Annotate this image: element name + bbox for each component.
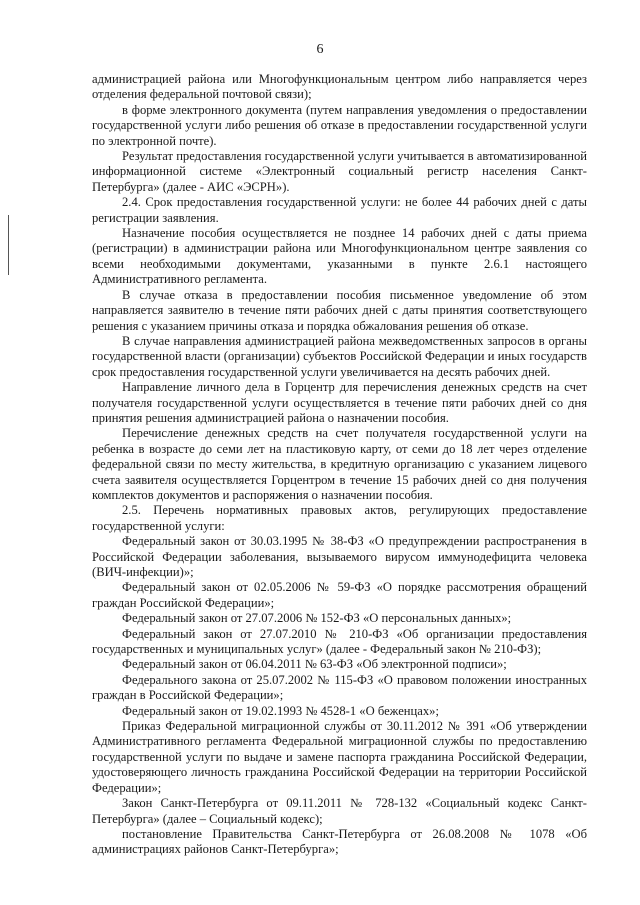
legal-act-item: Приказ Федеральной миграционной службы от 30.11.2012 № 391 «Об утверждении Административного регламента Федеральной миграционной службы по предоставлению государственной услуги по выдаче и замене паспорта гражданина Российской Федерации, удостоверяющего личность гражданина Российской Федерации на территории Российской Федерации»; [92, 719, 587, 795]
paragraph: Перечисление денежных средств на счет получателя государственной услуги на ребенка в возрасте до семи лет на пластиковую карту, от семи до 18 лет через отделение федеральной связи по месту жительства, в кредитную организацию с указанием лицевого счета заявителя осуществляется Горцентром в течение 15 рабочих дней со дня получения комплектов документов и распоряжения о назначении пособия. [92, 426, 587, 502]
paragraph: Результат предоставления государственной услуги учитывается в автоматизированной информационной системе «Электронный социальный регистр населения Санкт-Петербурга» (далее - АИС «ЭСРН»). [92, 149, 587, 194]
paragraph: В случае направления администрацией района межведомственных запросов в органы государственной власти (организации) субъектов Российской Федерации и иных государств срок предоставления государственной услуги увеличивается на десять рабочих дней. [92, 333, 587, 379]
paragraph: 2.4. Срок предоставления государственной услуги: не более 44 рабочих дней с даты регистрации заявления. [92, 195, 587, 225]
paragraph: администрацией района или Многофункциональным центром либо направляется через отделения федеральной почтовой связи); [92, 72, 587, 102]
legal-act-item: Закон Санкт-Петербурга от 09.11.2011 № 728-132 «Социальный кодекс Санкт-Петербурга» (далее – Социальный кодекс); [92, 796, 587, 826]
legal-act-item: Федеральный закон от 30.03.1995 № 38-ФЗ «О предупреждении распространения в Российской Федерации заболевания, вызываемого вирусом иммунодефицита человека (ВИЧ-инфекции)»; [92, 534, 587, 579]
paragraph: В случае отказа в предоставлении пособия письменное уведомление об этом направляется заявителю в течение пяти рабочих дней с даты принятия соответствующего решения с указанием причины отказа и порядка обжалования решения об отказе. [92, 287, 587, 333]
margin-mark [8, 215, 9, 275]
legal-act-item: Федеральный закон от 02.05.2006 № 59-ФЗ «О порядке рассмотрения обращений граждан Российской Федерации»; [92, 580, 587, 610]
paragraph: Направление личного дела в Горцентр для перечисления денежных средств на счет получателя государственной услуги осуществляется в течение пяти рабочих дней со дня принятия решения администрацией района о назначении пособия. [92, 380, 587, 425]
legal-act-item: Федеральный закон от 19.02.1993 № 4528-1 «О беженцах»; [122, 703, 439, 718]
legal-act-item: Федеральный закон от 27.07.2010 № 210-ФЗ «Об организации предоставления государственных и муниципальных услуг» (далее - Федеральный закон № 210-ФЗ); [92, 626, 587, 657]
legal-act-item: постановление Правительства Санкт-Петербурга от 26.08.2008 № 1078 «Об администрациях районов Санкт-Петербурга»; [92, 826, 587, 857]
legal-act-item: Федерального закона от 25.07.2002 № 115-ФЗ «О правовом положении иностранных граждан в Российской Федерации»; [92, 672, 587, 703]
legal-act-item: Федеральный закон от 27.07.2006 № 152-ФЗ «О персональных данных»; [122, 611, 512, 626]
section-heading: 2.5. Перечень нормативных правовых актов, регулирующих предоставление государственной услуги: [92, 503, 587, 533]
legal-act-item: Федеральный закон от 06.04.2011 № 63-ФЗ «Об электронной подписи»; [122, 657, 507, 672]
page-number: 6 [316, 42, 324, 57]
paragraph: Назначение пособия осуществляется не позднее 14 рабочих дней с даты приема (регистрации) в администрации района или Многофункциональном центре заявления со всеми необходимыми документами, указанными в пункте 2.6.1 настоящего Административного регламента. [92, 226, 587, 287]
paragraph: в форме электронного документа (путем направления уведомления о предоставлении государственной услуги либо решения об отказе в предоставлении государственной услуги по электронной почте). [92, 102, 587, 148]
document-body [92, 72, 587, 858]
